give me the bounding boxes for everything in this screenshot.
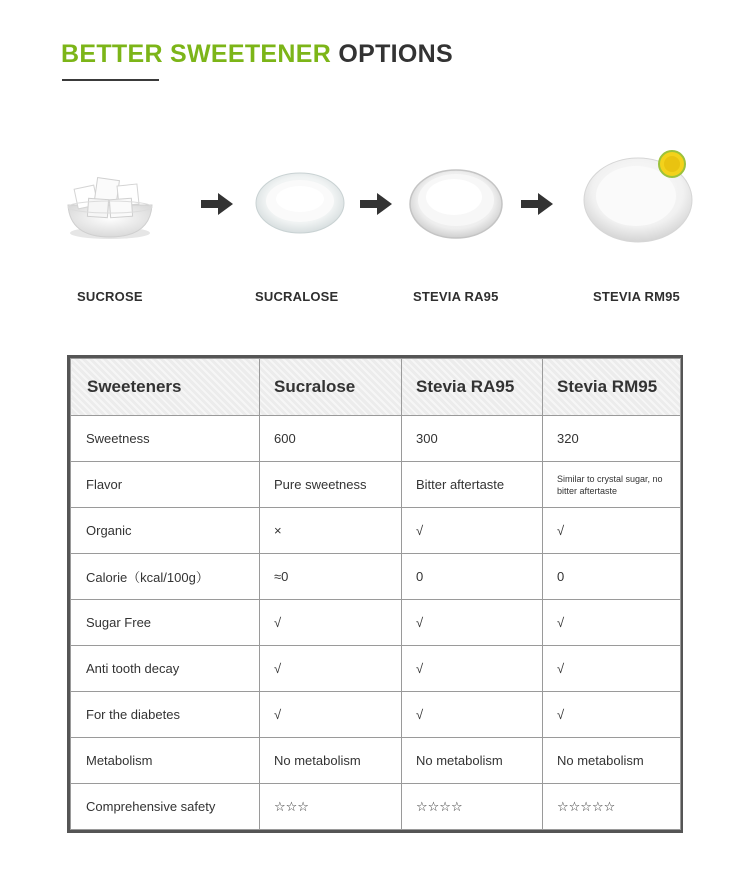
table-cell: √ — [260, 692, 402, 738]
table-cell: √ — [402, 508, 543, 554]
row-label: Sugar Free — [71, 600, 260, 646]
table-cell: × — [260, 508, 402, 554]
row-label: Organic — [71, 508, 260, 554]
header-sucralose: Sucralose — [260, 359, 402, 416]
table-row — [71, 508, 681, 554]
sucralose-powder-image — [254, 170, 346, 236]
table-row — [71, 784, 681, 830]
table-cell: ☆☆☆☆ — [402, 784, 543, 830]
row-label: Sweetness — [71, 416, 260, 462]
table-cell: √ — [543, 692, 681, 738]
title-underline — [62, 79, 159, 81]
arrow-right-icon — [360, 193, 392, 215]
table-cell: Bitter aftertaste — [402, 462, 543, 508]
badge-icon — [659, 151, 685, 177]
table-row — [71, 416, 681, 462]
table-row — [71, 462, 681, 508]
comparison-table — [67, 355, 683, 833]
table-header-row — [71, 359, 681, 416]
row-label: Anti tooth decay — [71, 646, 260, 692]
table-cell: No metabolism — [402, 738, 543, 784]
product-label-sucrose: SUCROSE — [77, 289, 143, 304]
title-rest: OPTIONS — [338, 40, 453, 68]
page-title — [61, 40, 453, 69]
table-cell: √ — [543, 508, 681, 554]
row-label: Metabolism — [71, 738, 260, 784]
table-cell: Similar to crystal sugar, no bitter aftertaste — [543, 462, 681, 508]
table-row — [71, 600, 681, 646]
table-cell: No metabolism — [260, 738, 402, 784]
row-label: Flavor — [71, 462, 260, 508]
title-highlight: BETTER SWEETENER — [61, 40, 332, 68]
table-cell: 600 — [260, 416, 402, 462]
table-cell: ☆☆☆☆☆ — [543, 784, 681, 830]
arrow-right-icon — [201, 193, 233, 215]
header-stevia-rm95: Stevia RM95 — [543, 359, 681, 416]
table-cell: Pure sweetness — [260, 462, 402, 508]
stevia-ra95-powder-image — [408, 164, 504, 240]
table-cell: √ — [260, 646, 402, 692]
table-cell: 0 — [402, 554, 543, 600]
table-cell: √ — [402, 646, 543, 692]
header-stevia-ra95: Stevia RA95 — [402, 359, 543, 416]
table-cell: √ — [402, 692, 543, 738]
product-label-sucralose: SUCRALOSE — [255, 289, 339, 304]
table-cell: √ — [260, 600, 402, 646]
table-row — [71, 646, 681, 692]
table-cell: √ — [543, 600, 681, 646]
table-cell: ☆☆☆ — [260, 784, 402, 830]
table-cell: 300 — [402, 416, 543, 462]
header-sweeteners: Sweeteners — [71, 359, 260, 416]
stevia-rm95-powder-image — [580, 148, 698, 246]
sugar-cubes-bowl-image — [62, 165, 158, 243]
row-label: Calorie（kcal/100g） — [71, 554, 260, 600]
table-cell: 320 — [543, 416, 681, 462]
table-row — [71, 692, 681, 738]
table-row — [71, 738, 681, 784]
table-cell: ≈0 — [260, 554, 402, 600]
product-label-stevia-ra95: STEVIA RA95 — [413, 289, 499, 304]
table-row — [71, 554, 681, 600]
table-cell: 0 — [543, 554, 681, 600]
row-label: For the diabetes — [71, 692, 260, 738]
table-cell: √ — [543, 646, 681, 692]
arrow-right-icon — [521, 193, 553, 215]
table-cell: No metabolism — [543, 738, 681, 784]
table-cell: √ — [402, 600, 543, 646]
row-label: Comprehensive safety — [71, 784, 260, 830]
product-label-stevia-rm95: STEVIA RM95 — [593, 289, 680, 304]
